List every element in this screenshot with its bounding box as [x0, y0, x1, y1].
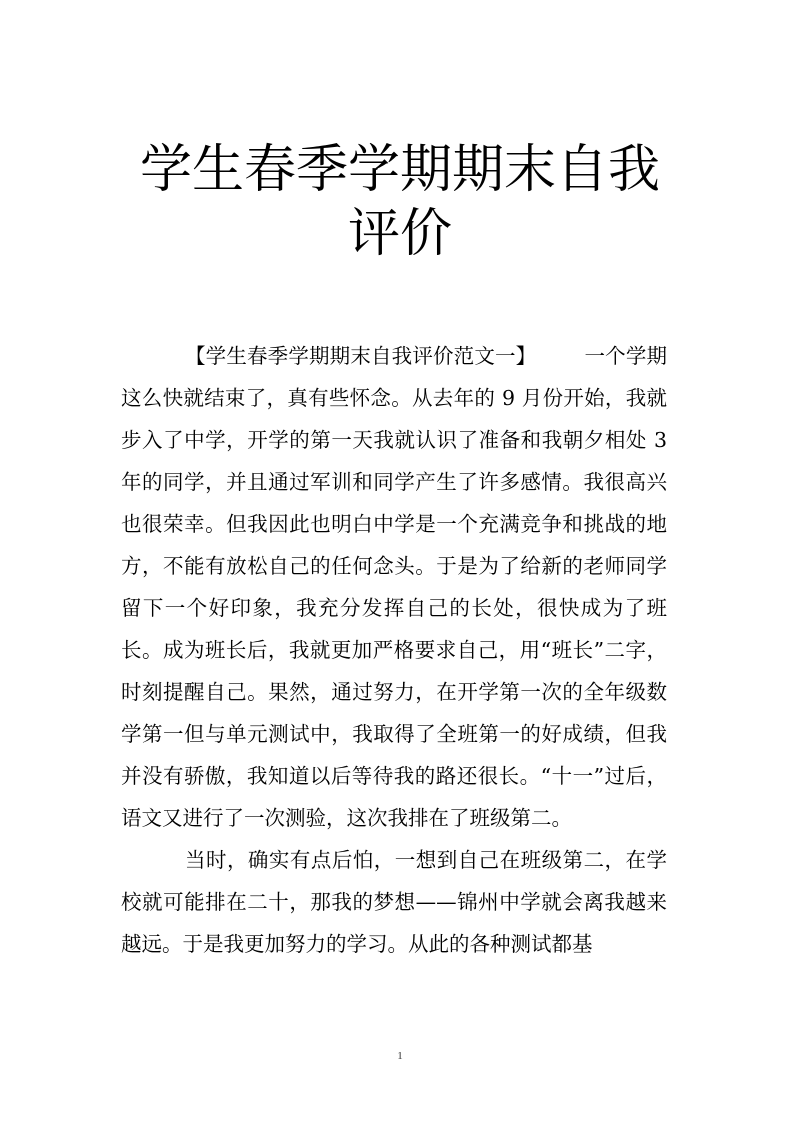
- page-number: 1: [397, 1050, 403, 1062]
- paragraph-1: [121, 335, 667, 839]
- paragraph-text: 一个学期这么快就结束了，真有些怀念。从去年的 9 月份开始，我就步入了中学，开学的第一天我就认识了准备和我朝夕相处 3 年的同学，并且通过军训和同学产生了许多感情。我很高兴也很荣幸。但我因此也明白中学是一个充满竞争和挑战的地方，不能有放松自己的任何念头。于是为了给新的老师同学留下一个好印象，我充分发挥自己的长处，很快成为了班长。成为班长后，我就更加严格要求自己，用“班长”二字，时刻提醒自己。果然，通过努力，在开学第一次的全年级数学第一但与单元测试中，我取得了全班第一的好成绩，但我并没有骄傲，我知道以后等待我的路还很长。“十一”过后，语文又进行了一次测验，这次我排在了班级第二。: [121, 344, 668, 830]
- paragraph-text: 当时，确实有点后怕，一想到自己在班级第二，在学校就可能排在二十，那我的梦想——锦州中学就会离我越来越远。于是我更加努力的学习。从此的各种测试都基: [121, 848, 667, 956]
- document-body: [121, 335, 667, 965]
- paragraph-2: [121, 839, 667, 965]
- section-heading: 【学生春季学期期末自我评价范文一】: [185, 344, 537, 368]
- document-title: 学生春季学期期末自我评价: [139, 140, 660, 264]
